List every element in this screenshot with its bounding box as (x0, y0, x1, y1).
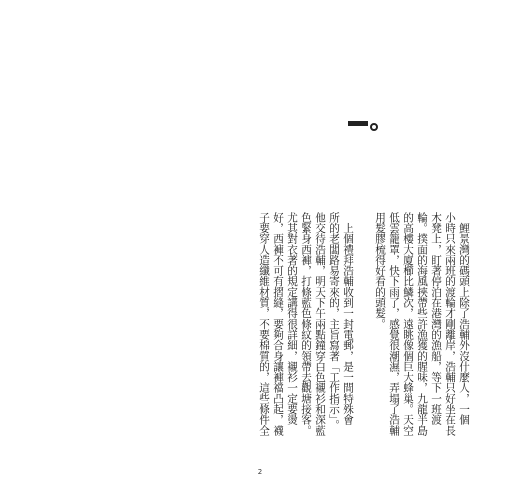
text-column: 色緊身西褲，打條藍色條紋的領帶去觀塘接客。 (300, 212, 312, 436)
text-column: 子要穿人造纖維材質，不要棉質的，這些條件全 (258, 212, 270, 436)
text-column: 小時只來兩班的渡輪才剛離岸，浩輔只好坐在長 (444, 212, 456, 436)
text-column: 低雲籠罩，快下雨了，感覺很潮濕，弄塌了浩輔 (388, 212, 400, 436)
page-number: 2 (257, 468, 263, 476)
text-column: 鯉景灣的碼頭上除了浩輔外沒什麼人，一個 (458, 212, 470, 425)
text-column: 尤其對衣著的規定講得很詳細，襯衫一定要燙 (286, 212, 298, 425)
text-column: 上個禮拜浩輔收到一封電郵，是一間特殊會 (342, 212, 354, 425)
text-column: 好，西褲不可有摺縫，要夠合身讓褲襠凸起，襪 (272, 212, 284, 436)
text-column: 的高樓大廈櫛比鱗次，遠眺像個巨大蜂巢。天空 (402, 212, 414, 436)
heading-dash (348, 121, 368, 126)
vertical-text-body (95, 212, 475, 437)
text-column: 所的老闆路易寄來的，主旨寫著「工作指示」。 (328, 212, 340, 431)
text-column: 輪。撲面的海風挾帶些許漁獲的腥味，九龍半島 (416, 212, 428, 436)
text-column: 木凳上，盯著停泊在港灣的漁船，等下一班渡 (430, 212, 442, 425)
heading-period-mark (370, 123, 378, 131)
text-column: 他交待浩輔，明天下午兩點鐘穿白色襯衫和深藍 (314, 212, 326, 436)
chapter-heading-mark (348, 113, 382, 143)
text-column: 用髮膠梳得好看的頭髮。 (374, 212, 386, 330)
